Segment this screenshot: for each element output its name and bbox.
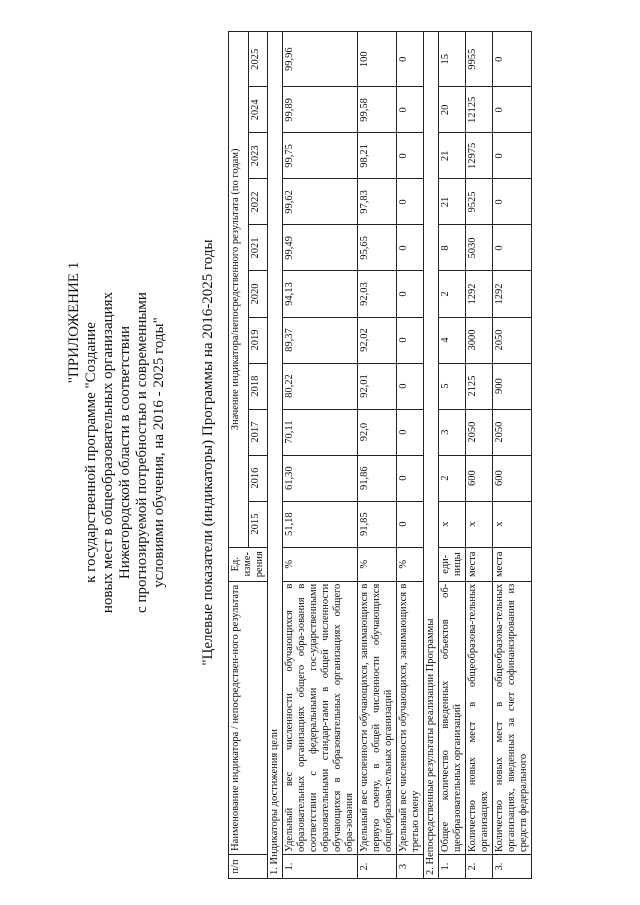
value-cell: 0 xyxy=(397,225,424,271)
table-row xyxy=(493,32,532,879)
value-cell: 99,89 xyxy=(283,87,358,133)
year-header: 2019 xyxy=(248,317,268,363)
table-row xyxy=(466,32,493,879)
value-cell: 0 xyxy=(397,32,424,87)
table-row xyxy=(358,32,397,879)
row-number: 1. xyxy=(439,854,466,878)
table-row xyxy=(439,32,466,879)
value-cell: 12975 xyxy=(466,133,493,179)
value-cell: 2 xyxy=(439,455,466,501)
year-header: 2020 xyxy=(248,271,268,317)
value-cell: 2125 xyxy=(466,363,493,409)
value-cell: 2050 xyxy=(466,409,493,455)
value-cell: 89,37 xyxy=(283,317,358,363)
value-cell: 95,65 xyxy=(358,225,397,271)
value-cell: 1292 xyxy=(466,271,493,317)
appendix-line: к государственной программе "Создание xyxy=(83,322,99,583)
year-header: 2018 xyxy=(248,363,268,409)
unit-cell: места xyxy=(466,547,493,581)
value-cell: 0 xyxy=(397,455,424,501)
value-cell: х xyxy=(439,501,466,547)
value-cell: 0 xyxy=(397,271,424,317)
unit-cell: % xyxy=(283,547,358,581)
header-values: Значение индикатора/непосредственного результата (по годам) xyxy=(229,32,249,548)
header-unit: Ед. изме-рения xyxy=(229,547,268,581)
value-cell: 99,62 xyxy=(283,179,358,225)
value-cell: 0 xyxy=(493,225,532,271)
appendix-line: условиями обучения, на 2016 - 2025 годы" xyxy=(151,317,167,588)
value-cell: 0 xyxy=(397,179,424,225)
row-number: 3. xyxy=(493,854,532,878)
value-cell: 4 xyxy=(439,317,466,363)
value-cell: 99,49 xyxy=(283,225,358,271)
table-body xyxy=(268,32,532,879)
table-row xyxy=(397,32,424,879)
header-num: п/п xyxy=(229,854,268,878)
year-header: 2015 xyxy=(248,501,268,547)
year-header: 2022 xyxy=(248,179,268,225)
value-cell: х xyxy=(466,501,493,547)
value-cell: 15 xyxy=(439,32,466,87)
value-cell: 0 xyxy=(493,179,532,225)
year-header: 2025 xyxy=(248,32,268,87)
indicators-table xyxy=(228,31,532,879)
value-cell: 0 xyxy=(397,363,424,409)
section-row xyxy=(424,32,439,879)
value-cell: 70,11 xyxy=(283,409,358,455)
value-cell: 900 xyxy=(493,363,532,409)
year-header: 2016 xyxy=(248,455,268,501)
value-cell: 8 xyxy=(439,225,466,271)
value-cell: 1292 xyxy=(493,271,532,317)
value-cell: 80,22 xyxy=(283,363,358,409)
value-cell: 61,30 xyxy=(283,455,358,501)
header-name: Наименование индикатора / непосредствен-ного результата xyxy=(229,581,268,854)
indicator-name: Удельный вес численности обучающихся в образовательных организациях общего обра-зования в соответствии с федеральными гос-ударственными образовательными стандар-тами в общей численности обучающихся в образовательных организациях общего обра-зования xyxy=(283,581,358,854)
value-cell: 91,86 xyxy=(358,455,397,501)
indicator-name: Общее количество введенных объектов об-щеобразовательных организаций xyxy=(439,581,466,854)
appendix-line: Нижегородской области в соответствии xyxy=(117,325,133,580)
value-cell: 94,13 xyxy=(283,271,358,317)
value-cell: 99,58 xyxy=(358,87,397,133)
value-cell: 99,96 xyxy=(283,32,358,87)
value-cell: 9525 xyxy=(466,179,493,225)
value-cell: х xyxy=(493,501,532,547)
value-cell: 12125 xyxy=(466,87,493,133)
value-cell: 92,01 xyxy=(358,363,397,409)
appendix-line: "ПРИЛОЖЕНИЕ 1 xyxy=(66,261,82,384)
table-row xyxy=(283,32,358,879)
value-cell: 5 xyxy=(439,363,466,409)
value-cell: 0 xyxy=(397,409,424,455)
row-number: 2. xyxy=(466,854,493,878)
value-cell: 92,02 xyxy=(358,317,397,363)
value-cell: 0 xyxy=(493,32,532,87)
value-cell: 0 xyxy=(397,501,424,547)
unit-cell: % xyxy=(358,547,397,581)
value-cell: 98,21 xyxy=(358,133,397,179)
year-header: 2017 xyxy=(248,409,268,455)
value-cell: 2050 xyxy=(493,317,532,363)
indicator-name: Удельный вес численности обучающихся, занимающихся в третью смену xyxy=(397,581,424,854)
value-cell: 0 xyxy=(397,133,424,179)
value-cell: 99,75 xyxy=(283,133,358,179)
value-cell: 97,83 xyxy=(358,179,397,225)
year-header: 2024 xyxy=(248,87,268,133)
value-cell: 0 xyxy=(397,317,424,363)
value-cell: 0 xyxy=(397,87,424,133)
value-cell: 2050 xyxy=(493,409,532,455)
unit-cell: места xyxy=(493,547,532,581)
value-cell: 21 xyxy=(439,133,466,179)
year-header: 2021 xyxy=(248,225,268,271)
indicator-name: Количество новых мест в общеобразова-тельных организациях, введенных за счет софинансирования из средств федерального xyxy=(493,581,532,854)
row-number: 1. xyxy=(283,854,358,878)
section-title: 2. Непосредственные результаты реализации Программы xyxy=(424,32,439,879)
row-number: 2. xyxy=(358,854,397,878)
value-cell: 2 xyxy=(439,271,466,317)
value-cell: 9955 xyxy=(466,32,493,87)
value-cell: 21 xyxy=(439,179,466,225)
value-cell: 92,0 xyxy=(358,409,397,455)
header-row xyxy=(229,32,249,879)
value-cell: 600 xyxy=(466,455,493,501)
table-title: "Целевые показатели (индикаторы) Программы на 2016-2025 годы xyxy=(200,239,216,666)
section-row xyxy=(268,32,283,879)
value-cell: 0 xyxy=(493,87,532,133)
indicator-name: Удельный вес численности обучающихся, занимающихся в первую смену, в общей численности обучающихся общеобразова-тельных организаций xyxy=(358,581,397,854)
value-cell: 92,03 xyxy=(358,271,397,317)
value-cell: 3000 xyxy=(466,317,493,363)
unit-cell: % xyxy=(397,547,424,581)
section-title: 1. Индикаторы достижения цели xyxy=(268,32,283,879)
unit-cell: еди-ницы xyxy=(439,547,466,581)
appendix-line: новых мест в общеобразовательных организациях xyxy=(100,291,116,614)
appendix-line: с прогнозируемой потребностью и современными xyxy=(134,292,150,613)
appendix-header xyxy=(66,0,168,905)
value-cell: 0 xyxy=(493,133,532,179)
value-cell: 91,85 xyxy=(358,501,397,547)
value-cell: 51,18 xyxy=(283,501,358,547)
indicator-name: Количество новых мест в общеобразова-тельных организациях xyxy=(466,581,493,854)
value-cell: 20 xyxy=(439,87,466,133)
row-number: 3 xyxy=(397,854,424,878)
value-cell: 5030 xyxy=(466,225,493,271)
value-cell: 100 xyxy=(358,32,397,87)
year-header: 2023 xyxy=(248,133,268,179)
value-cell: 600 xyxy=(493,455,532,501)
value-cell: 3 xyxy=(439,409,466,455)
